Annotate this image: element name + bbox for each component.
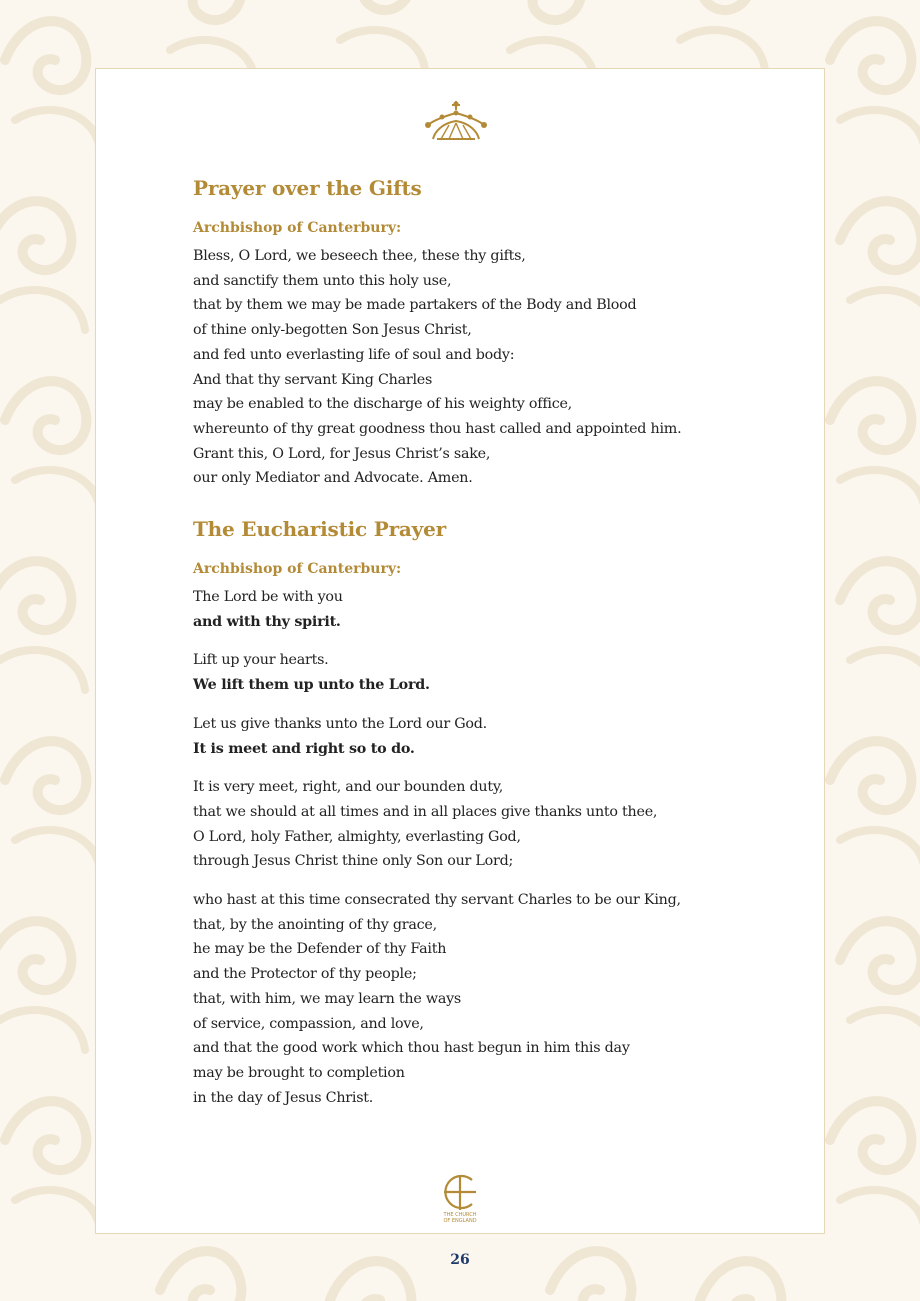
prayer-line: It is very meet, right, and our bounden duty,: [193, 779, 504, 796]
prayer-line: may be enabled to the discharge of his weighty office,: [193, 396, 572, 413]
prayer-line: that, with him, we may learn the ways: [193, 990, 462, 1007]
page-content: [193, 170, 793, 1124]
prayer-line: And that thy servant King Charles: [193, 371, 433, 388]
prayer-line: Let us give thanks unto the Lord our God.: [193, 715, 487, 732]
stanza: [193, 244, 793, 491]
section-eucharistic-prayer: [193, 511, 793, 1110]
stanza: [193, 585, 793, 634]
church-of-england-wordmark: [430, 1212, 490, 1224]
prayer-line: that, by the anointing of thy grace,: [193, 916, 437, 933]
prayer-line: and that the good work which thou hast begun in him this day: [193, 1040, 630, 1057]
prayer-line: may be brought to completion: [193, 1064, 405, 1081]
prayer-line: of thine only-begotten Son Jesus Christ,: [193, 322, 472, 339]
prayer-line: who hast at this time consecrated thy servant Charles to be our King,: [193, 892, 681, 909]
prayer-line: through Jesus Christ thine only Son our Lord;: [193, 853, 514, 870]
prayer-line: and the Protector of thy people;: [193, 966, 417, 983]
stanza: [193, 648, 793, 697]
prayer-line: Grant this, O Lord, for Jesus Christ’s sake,: [193, 445, 491, 462]
section-prayer-over-gifts: [193, 170, 793, 491]
prayer-text: [193, 244, 793, 491]
prayer-line: Lift up your hearts.: [193, 652, 329, 669]
stanza: [193, 712, 793, 761]
section-title: Prayer over the Gifts: [193, 176, 422, 200]
prayer-line: our only Mediator and Advocate. Amen.: [193, 470, 473, 487]
prayer-text: [193, 585, 793, 1110]
page-number: 26: [450, 1252, 470, 1268]
prayer-line: he may be the Defender of thy Faith: [193, 941, 447, 958]
speaker-label: Archbishop of Canterbury:: [193, 220, 402, 236]
stanza: [193, 888, 793, 1110]
prayer-line: Bless, O Lord, we beseech thee, these thy gifts,: [193, 248, 526, 264]
response-line: and with thy spirit.: [193, 613, 341, 630]
prayer-line: in the day of Jesus Christ.: [193, 1089, 374, 1106]
crown-icon: [423, 99, 489, 141]
response-line: It is meet and right so to do.: [193, 740, 415, 757]
prayer-line: and sanctify them unto this holy use,: [193, 272, 452, 289]
prayer-line: of service, compassion, and love,: [193, 1015, 424, 1032]
prayer-line: that by them we may be made partakers of the Body and Blood: [193, 297, 637, 314]
prayer-line: that we should at all times and in all places give thanks unto thee,: [193, 803, 658, 820]
prayer-line: O Lord, holy Father, almighty, everlasting God,: [193, 828, 521, 845]
prayer-line: whereunto of thy great goodness thou hast called and appointed him.: [193, 420, 682, 437]
response-line: We lift them up unto the Lord.: [193, 677, 430, 694]
section-title: The Eucharistic Prayer: [193, 517, 446, 542]
logo-line-1: THE CHURCH: [443, 1212, 477, 1218]
prayer-line: and fed unto everlasting life of soul and body:: [193, 346, 515, 363]
prayer-line: The Lord be with you: [193, 589, 343, 606]
logo-line-2: OF ENGLAND: [443, 1218, 477, 1224]
speaker-label: Archbishop of Canterbury:: [193, 561, 402, 578]
stanza: [193, 775, 793, 874]
